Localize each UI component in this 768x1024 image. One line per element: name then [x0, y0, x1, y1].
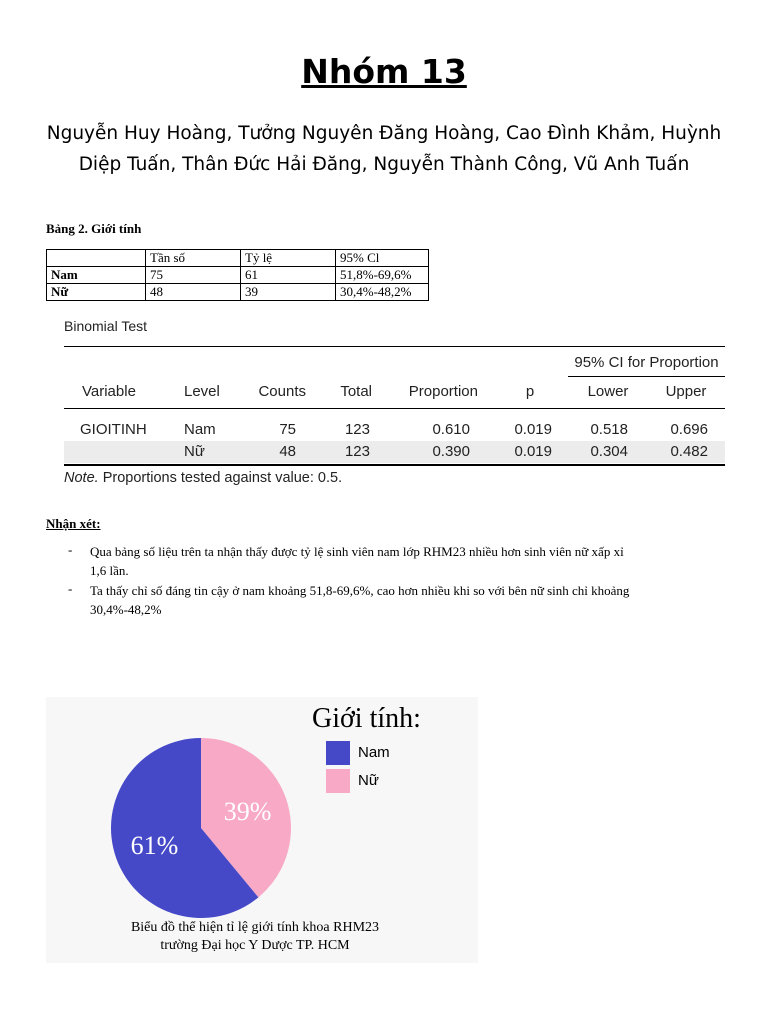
gender-pie-chart	[46, 697, 478, 963]
page-title: Nhóm 13	[301, 52, 467, 91]
table-cell: 39	[241, 284, 336, 301]
table-cell: 61	[241, 267, 336, 284]
column-header: Total	[340, 383, 372, 400]
remark-line: Qua bảng số liệu trên ta nhận thấy được tỷ lệ sinh viên nam lớp RHM23 nhiều hơn sinh viên nữ xấp xỉ	[90, 544, 624, 559]
column-header: Upper	[665, 383, 707, 400]
column-header: Lower	[587, 383, 629, 400]
gender-frequency-table	[46, 249, 429, 301]
remarks-heading: Nhận xét:	[46, 516, 101, 531]
table-row	[47, 267, 429, 284]
author-line-2: Diệp Tuấn, Thân Đức Hải Đăng, Nguyễn Thành Công, Vũ Anh Tuấn	[78, 154, 690, 175]
row-label: Nữ	[47, 284, 146, 301]
table-cell: 48	[279, 443, 296, 460]
author-list	[30, 118, 738, 180]
note-label: Note.	[64, 470, 99, 486]
legend-title: Giới tính:	[312, 703, 421, 734]
legend-swatch-nu	[326, 769, 350, 793]
table-cell: 0.482	[670, 443, 708, 460]
pie-label-nam: 61%	[130, 830, 179, 860]
table-cell: 0.304	[590, 443, 628, 460]
table-cell: 51,8%-69,6%	[336, 267, 429, 284]
pie-label-nu: 39%	[223, 797, 272, 827]
legend-label-nam: Nam	[358, 744, 390, 761]
note-text: Proportions tested against value: 0.5.	[102, 470, 343, 486]
table-cell: 0.019	[514, 421, 552, 438]
ci-group-header: 95% CI for Proportion	[574, 354, 719, 371]
column-header: Proportion	[408, 383, 478, 400]
binomial-test-title: Binomial Test	[64, 318, 148, 334]
table-bottom-rule	[64, 464, 725, 466]
table-cell: 123	[344, 443, 370, 460]
table-cell: 0.610	[432, 421, 470, 438]
table-header-cell: 95% Cl	[336, 250, 429, 267]
table-cell: 0.696	[670, 421, 708, 438]
column-header: Counts	[258, 383, 306, 400]
legend-label-nu: Nữ	[358, 772, 379, 789]
remark-line: 30,4%-48,2%	[90, 602, 162, 617]
table-cell: 0.518	[590, 421, 628, 438]
column-header: p	[525, 383, 535, 400]
author-line-1: Nguyễn Huy Hoàng, Tưởng Nguyên Đăng Hoàng, Cao Đình Khảm, Huỳnh	[46, 123, 722, 144]
table-cell: Nam	[184, 421, 216, 438]
table-cell: GIOITINH	[80, 421, 147, 438]
table-cell: 48	[146, 284, 241, 301]
chart-caption-line-1: Biểu đồ thể hiện tỉ lệ giới tính khoa RHM23	[130, 920, 380, 935]
legend-swatch-nam	[326, 741, 350, 765]
column-header: Level	[184, 383, 220, 400]
remark-line: Ta thấy chỉ số đáng tin cậy ở nam khoảng 51,8-69,6%, cao hơn nhiều khi so với bên nữ sinh chỉ khoảng	[90, 583, 630, 598]
table-cell: 30,4%-48,2%	[336, 284, 429, 301]
bullet-marker: -	[68, 542, 73, 557]
table-note	[64, 470, 342, 486]
table-crop-edge	[40, 301, 440, 309]
table-row	[47, 284, 429, 301]
remark-item	[90, 581, 730, 619]
bullet-marker: -	[68, 581, 73, 596]
column-header: Variable	[82, 383, 136, 400]
table-header-cell	[47, 250, 146, 267]
remark-item	[90, 542, 730, 580]
table-top-rule	[64, 346, 725, 347]
table-header-row	[47, 250, 429, 267]
header-rule	[64, 408, 725, 409]
chart-caption-line-2: trường Đại học Y Dược TP. HCM	[160, 938, 350, 953]
table-cell: 0.390	[432, 443, 470, 460]
table-cell: 75	[146, 267, 241, 284]
table-cell: 123	[344, 421, 370, 438]
table-cell: Nữ	[184, 443, 205, 460]
ci-group-rule	[568, 376, 725, 377]
table-header-cell: Tỷ lệ	[241, 250, 336, 267]
table2-caption: Bảng 2. Giới tính	[46, 221, 142, 236]
table-header-cell: Tần số	[146, 250, 241, 267]
row-label: Nam	[47, 267, 146, 284]
remark-line: 1,6 lần.	[90, 563, 129, 578]
table-cell: 75	[279, 421, 296, 438]
table-cell: 0.019	[514, 443, 552, 460]
